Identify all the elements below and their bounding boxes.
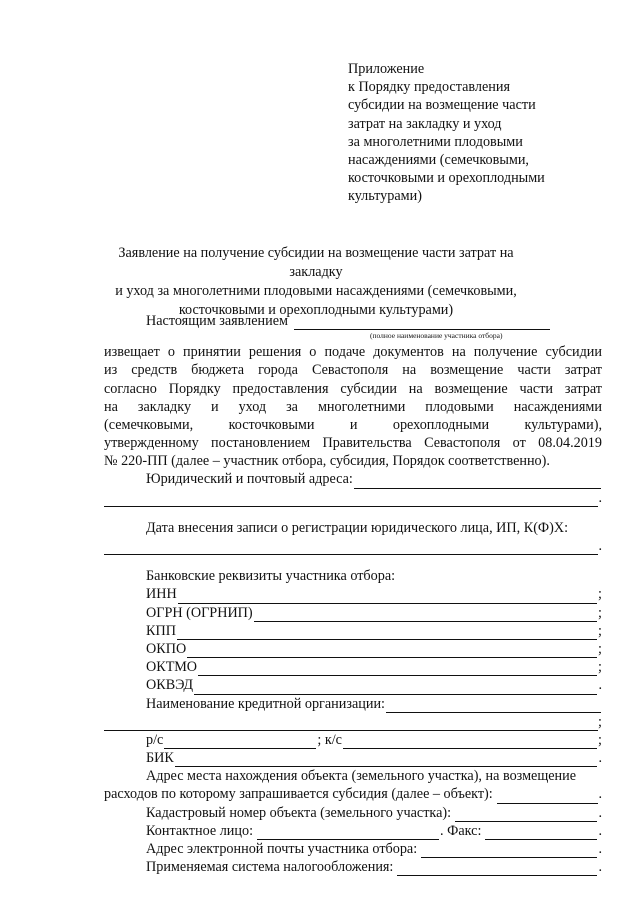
rs-field[interactable] — [164, 735, 316, 749]
kpp-field[interactable] — [177, 626, 597, 640]
bank-field-kpp — [104, 622, 602, 640]
dot: . — [598, 859, 602, 876]
paragraph-line: извещает о принятии решения о подаче документов на получение субсидии — [104, 344, 602, 361]
appendix-line: культурами) — [348, 188, 422, 205]
address-continuation — [104, 489, 602, 507]
title-line: косточковыми и орехоплодными культурами) — [178, 302, 454, 318]
inn-end: ; — [598, 586, 602, 603]
semicolon: ; — [598, 713, 602, 730]
fax-label: . Факс: — [440, 822, 482, 839]
paragraph-line: (семечковыми, косточковыми и орехоплодными культурами), — [104, 416, 602, 433]
appendix-line: Приложение — [348, 61, 425, 77]
tax-field[interactable] — [397, 862, 597, 876]
credit-org-continuation — [104, 713, 602, 731]
okved-field[interactable] — [194, 681, 597, 695]
registration-date-field[interactable] — [104, 541, 598, 555]
object-address-field[interactable] — [497, 790, 599, 804]
semicolon: ; — [598, 731, 602, 748]
title-line: и уход за многолетними плодовыми насаждениями (семечковыми, — [115, 283, 517, 299]
dot: . — [598, 538, 602, 555]
inn-field[interactable] — [178, 590, 597, 604]
contact-row — [104, 822, 602, 840]
paragraph-line: согласно Порядку предоставления субсидии на возмещение части затрат — [104, 380, 602, 397]
appendix-line: насаждениями (семечковыми, — [348, 152, 529, 169]
okpo-end: ; — [598, 640, 602, 657]
object-address-continuation — [104, 786, 602, 804]
credit-org-row — [104, 695, 602, 713]
registration-label: Дата внесения записи о регистрации юридического лица, ИП, К(Ф)Х: — [146, 519, 569, 536]
appendix-line: к Порядку предоставления — [348, 79, 510, 96]
appendix-block — [348, 60, 628, 206]
applicant-name-field[interactable] — [294, 316, 550, 330]
bik-row — [104, 749, 602, 767]
object-address-row — [104, 767, 602, 785]
kpp-label: КПП — [146, 622, 176, 639]
bik-field[interactable] — [175, 753, 598, 767]
oktmo-label: ОКТМО — [146, 659, 198, 676]
bik-label: БИК — [146, 750, 174, 767]
ogrn-end: ; — [598, 604, 602, 621]
dot: . — [598, 786, 602, 803]
oktmo-field[interactable] — [198, 662, 597, 676]
appendix-line: субсидии на возмещение части — [348, 97, 536, 114]
registration-continuation — [104, 537, 602, 555]
ks-label: ; к/с — [317, 731, 342, 748]
credit-org-field-2[interactable] — [104, 717, 598, 731]
bank-field-ogrn — [104, 604, 602, 622]
bank-field-okved — [104, 676, 602, 694]
object-address-label: Адрес места нахождения объекта (земельного участка), на возмещение — [146, 768, 577, 785]
ks-field[interactable] — [343, 735, 597, 749]
tax-label: Применяемая система налогообложения: — [146, 859, 394, 876]
bank-field-inn — [104, 585, 602, 603]
ogrn-field[interactable] — [254, 608, 597, 622]
accounts-row — [104, 731, 602, 749]
paragraph-line: из средств бюджета города Севастополя на возмещение части затрат — [104, 362, 602, 379]
title-line: Заявление на получение субсидии на возмещение части затрат на закладку — [118, 245, 514, 280]
dot: . — [598, 841, 602, 858]
okpo-label: ОКПО — [146, 640, 187, 657]
document-title — [100, 244, 532, 320]
bank-field-okpo — [104, 640, 602, 658]
appendix-line: за многолетними плодовыми — [348, 133, 523, 150]
bank-heading-row — [104, 567, 602, 585]
address-label: Юридический и почтовый адреса: — [146, 471, 353, 488]
dot: . — [598, 822, 602, 839]
contact-field[interactable] — [257, 826, 439, 840]
paragraph-line: на закладку и уход за многолетними плодовыми насаждениями — [104, 398, 602, 415]
email-row — [104, 840, 602, 858]
email-label: Адрес электронной почты участника отбора: — [146, 841, 418, 858]
paragraph-line: № 220-ПП (далее – участник отбора, субсидия, Порядок соответственно). — [104, 453, 550, 470]
object-address-label-2: расходов по которому запрашивается субсидия (далее – объект): — [104, 786, 493, 803]
dot: . — [598, 489, 602, 506]
cadastral-field[interactable] — [455, 808, 597, 822]
cadastral-label: Кадастровый номер объекта (земельного участка): — [146, 804, 452, 821]
address-row — [104, 471, 602, 489]
bank-heading: Банковские реквизиты участника отбора: — [146, 568, 396, 585]
bank-field-oktmo — [104, 658, 602, 676]
credit-org-label: Наименование кредитной организации: — [146, 695, 385, 712]
applicant-label: Настоящим заявлением — [146, 312, 289, 329]
kpp-end: ; — [598, 622, 602, 639]
appendix-line: затрат на закладку и уход — [348, 115, 502, 132]
paragraph-line: утвержденному постановлением Правительства Севастополя от 08.04.2019 — [104, 435, 602, 452]
dot: . — [598, 750, 602, 767]
ogrn-label: ОГРН (ОГРНИП) — [146, 604, 253, 621]
inn-label: ИНН — [146, 586, 177, 603]
dot: . — [598, 804, 602, 821]
email-field[interactable] — [421, 844, 597, 858]
tax-row — [104, 858, 602, 876]
applicant-note: (полное наименование участника отбора) — [370, 331, 503, 341]
okved-end: . — [598, 677, 602, 694]
oktmo-end: ; — [598, 659, 602, 676]
registration-row — [104, 519, 602, 537]
address-field-2[interactable] — [104, 493, 598, 507]
fax-field[interactable] — [485, 826, 597, 840]
credit-org-field[interactable] — [386, 699, 601, 713]
appendix-line: косточковыми и орехоплодными — [348, 170, 545, 187]
address-field[interactable] — [354, 475, 601, 489]
okved-label: ОКВЭД — [146, 677, 194, 694]
cadastral-row — [104, 804, 602, 822]
form-body — [104, 312, 602, 876]
rs-label: р/с — [146, 731, 164, 748]
okpo-field[interactable] — [187, 644, 597, 658]
contact-label: Контактное лицо: — [146, 822, 254, 839]
applicant-row — [104, 312, 602, 330]
